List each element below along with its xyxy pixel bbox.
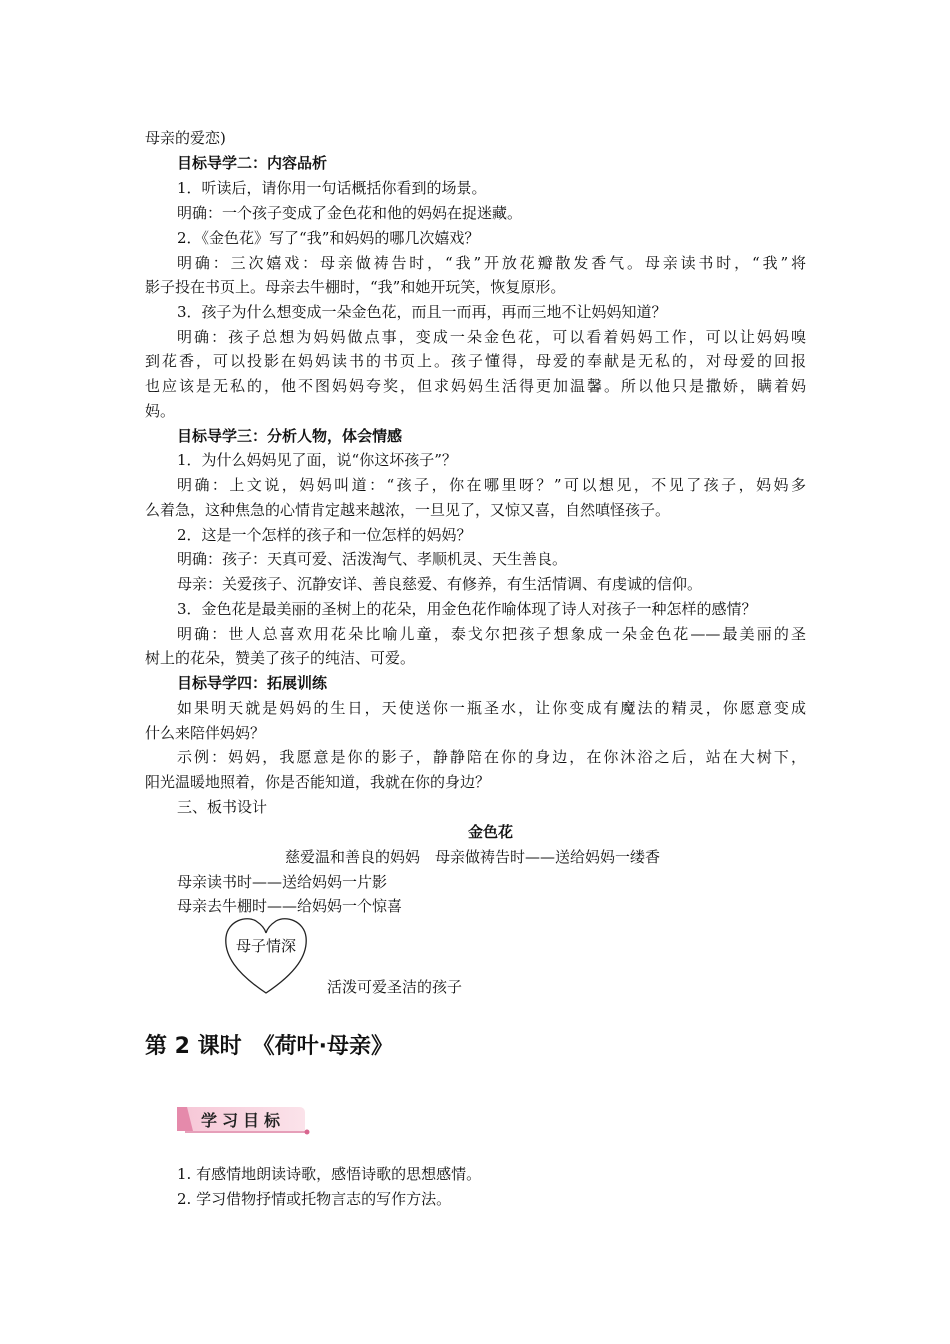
board-line3: 母亲去牛棚时——给妈妈一个惊喜 [177,897,403,915]
section2-a3-line2: 到花香，可以投影在妈妈读书的书页上。孩子懂得，母爱的奉献是无私的，对母爱的回报 [145,352,806,370]
section2-a3-line4: 妈。 [145,402,176,420]
section3-a3-line1: 明确：世人总喜欢用花朵比喻儿童，泰戈尔把孩子想象成一朵金色花——最美丽的圣 [177,625,806,643]
section4-example-line2: 阳光温暖地照着，你是否能知道，我就在你的身边？ [145,773,491,791]
top-fragment: 母亲的爱恋) [145,129,226,147]
section2-a2-line2: 影子投在书页上。母亲去牛棚时，“我”和她开玩笑，恢复原形。 [145,278,566,296]
section2-q3: 3．孩子为什么想变成一朵金色花，而且一而再，再而三地不让妈妈知道？ [177,303,667,321]
child-label: 活泼可爱圣洁的孩子 [327,978,463,996]
section3-q1: 1．为什么妈妈见了面，说“你这坏孩子”？ [177,451,457,469]
section3-a1-line2: 么着急，这种焦急的心情肯定越来越浓，一旦见了，又惊又喜，自然嗔怪孩子。 [145,501,671,519]
goal-item-1: 1. 有感情地朗读诗歌，感悟诗歌的思想感情。 [177,1165,482,1183]
badge-label: 学习目标 [201,1111,286,1130]
board-line1: 慈爱温和善良的妈妈 母亲做祷告时——送给妈妈一缕香 [285,848,661,866]
section3-a1-line1: 明确：上文说，妈妈叫道：“孩子，你在哪里呀？”可以想见，不见了孩子，妈妈多 [177,476,806,494]
section2-q1: 1．听读后，请你用一句话概括你看到的场景。 [177,179,487,197]
goal-item-2: 2. 学习借物抒情或托物言志的写作方法。 [177,1190,452,1208]
section2-heading: 目标导学二：内容品析 [177,154,328,172]
section2-a1: 明确：一个孩子变成了金色花和他的妈妈在捉迷藏。 [177,204,523,222]
section3-a2-mother: 母亲：关爱孩子、沉静安详、善良慈爱、有修养，有生活情调、有虔诚的信仰。 [177,575,703,593]
section4-prompt-line2: 什么来陪伴妈妈？ [145,724,266,742]
section4-heading: 目标导学四：拓展训练 [177,674,328,692]
learning-goals-badge [177,1105,311,1135]
board-line2: 母亲读书时——送给妈妈一片影 [177,873,388,891]
lesson2-title: 第 2 课时 《荷叶·母亲》 [145,1034,393,1059]
section3-q2: 2．这是一个怎样的孩子和一位怎样的妈妈？ [177,526,472,544]
section2-a3-line1: 明确：孩子总想为妈妈做点事，变成一朵金色花，可以看着妈妈工作，可以让妈妈嗅 [177,328,806,346]
section2-a3-line3: 也应该是无私的，他不图妈妈夸奖，但求妈妈生活得更加温馨。所以他只是撒娇，瞒着妈 [145,377,806,395]
section2-a2-line1: 明确：三次嬉戏：母亲做祷告时，“我”开放花瓣散发香气。母亲读书时，“我”将 [177,254,806,272]
board-heading: 三、板书设计 [177,798,268,816]
heart-label: 母子情深 [236,937,297,955]
section3-a3-line2: 树上的花朵，赞美了孩子的纯洁、可爱。 [145,649,416,667]
section4-prompt-line1: 如果明天就是妈妈的生日，天使送你一瓶圣水，让你变成有魔法的精灵，你愿意变成 [177,699,806,717]
section3-q3: 3．金色花是最美丽的圣树上的花朵，用金色花作喻体现了诗人对孩子一种怎样的感情？ [177,600,757,618]
section3-a2-child: 明确：孩子：天真可爱、活泼淘气、孝顺机灵、天生善良。 [177,550,568,568]
section2-q2: 2．《金色花》写了“我”和妈妈的哪几次嬉戏？ [177,229,480,247]
section4-example-line1: 示例：妈妈，我愿意是你的影子，静静陪在你的身边，在你沐浴之后，站在大树下， [177,748,806,766]
board-title: 金色花 [468,823,514,841]
section3-heading: 目标导学三：分析人物，体会情感 [177,427,403,445]
